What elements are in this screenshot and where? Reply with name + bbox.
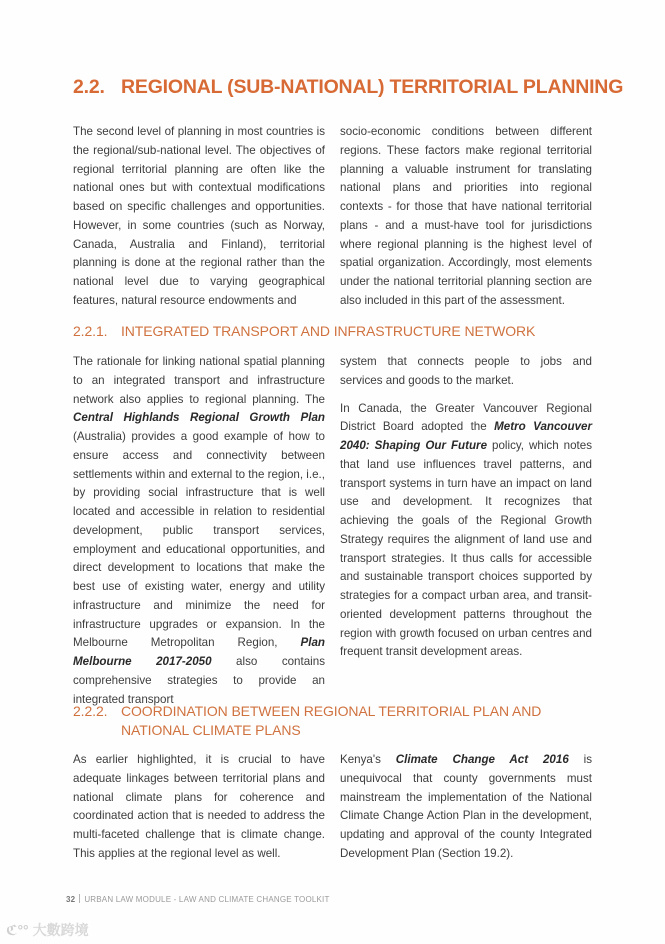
transport-right-column xyxy=(340,353,592,662)
text-run: (Australia) provides a good example of how to ensure access and connectivity between settlements within and external to the region, i.e., by providing social infrastructure that is well located and accessible in relation to residential development, public transport services, employment and educational opportunities, and direct development to locations that make the best use of existing water, energy and utility infrastructure and minimize the need for infrastructure upgrades or expansion. In the Melbourne Metropolitan Region, xyxy=(73,430,325,650)
plan-title-plan-melbourne: Plan Melbourne 2017-2050 xyxy=(73,636,325,668)
text-run: also contains comprehensive strategies to provide an integrated transport xyxy=(73,655,325,706)
watermark-logo-icon: ℭ°° xyxy=(6,922,29,938)
coordination-left-column xyxy=(73,751,325,864)
subsection-title: INTEGRATED TRANSPORT AND INFRASTRUCTURE NETWORK xyxy=(121,323,536,339)
text-run: is unequivocal that county governments must mainstream the implementation of the National Climate Change Action Plan in the development, updating and approval of the county Integrated Development Plan (Section 19.2). xyxy=(340,753,592,860)
watermark xyxy=(6,920,89,940)
paragraph: The second level of planning in most countries is the regional/sub-national level. The objectives of regional territorial planning are often like the national ones but with contextual modifications based on specific challenges and opportunities. However, in some countries (such as Norway, Canada, Australia and Finland), territorial planning is done at the regional rather than the national level due to varying geographical features, natural resource endowments and xyxy=(73,125,325,307)
subsection-title xyxy=(121,702,541,740)
paragraph: socio-economic conditions between different regions. These factors make regional territorial planning a valuable instrument for translating national plans and priorities into regional contexts - for those that have national territorial plans - and a must-have tool for jurisdictions where regional planning is the highest level of spatial organization. Accordingly, most elements under the national territorial planning section are also included in this part of the assessment. xyxy=(340,125,592,307)
subsection-number: 2.2.2. xyxy=(73,703,108,719)
page-footer xyxy=(66,894,330,904)
section-title: REGIONAL (SUB-NATIONAL) TERRITORIAL PLANNING xyxy=(121,76,624,98)
footer-divider xyxy=(79,894,80,903)
section-intro-right-column xyxy=(340,123,592,311)
page-number: 32 xyxy=(66,895,76,904)
coordination-right-column xyxy=(340,751,592,864)
title-line: COORDINATION BETWEEN REGIONAL TERRITORIAL PLAN AND xyxy=(121,703,542,719)
text-run: policy, which notes that land use influences travel patterns, and transport systems in turn have an impact on land use and development. It recognizes that achieving the goals of the Regional Growth Strategy requires the alignment of land use and transport strategies. It thus calls for accessible and sustainable transport choices supported by strategies for a compact urban area, and transit-oriented development patterns throughout the region with growth focused on urban centres and frequent transit development areas. xyxy=(340,439,592,659)
section-intro-left-column xyxy=(73,123,325,311)
section-number: 2.2. xyxy=(73,76,105,98)
paragraph: As earlier highlighted, it is crucial to have adequate linkages between territorial plans and national climate plans for coherence and coordinated action that is needed to address the multi-faceted challenge that is climate change. This applies at the regional level as well. xyxy=(73,753,325,860)
text-run: The rationale for linking national spatial planning to an integrated transport and infrastructure network also applies to regional planning. The xyxy=(73,355,325,406)
text-run: Kenya's xyxy=(340,753,396,766)
running-title: URBAN LAW MODULE - LAW AND CLIMATE CHANGE TOOLKIT xyxy=(84,895,330,904)
subsection-heading-coordination xyxy=(73,702,541,740)
section-heading xyxy=(73,76,623,99)
watermark-text: 大數跨境 xyxy=(32,922,89,938)
policy-title-metro-vancouver: Metro Vancouver 2040: Shaping Our Future xyxy=(340,420,592,452)
text-run: In Canada, the Greater Vancouver Regional District Board adopted the xyxy=(340,401,592,434)
subsection-number: 2.2.1. xyxy=(73,323,108,339)
paragraph xyxy=(340,751,592,864)
act-title-climate-change-act: Climate Change Act 2016 xyxy=(395,753,569,766)
paragraph: system that connects people to jobs and services and goods to the market. xyxy=(340,355,592,387)
paragraph xyxy=(73,353,325,709)
subsection-heading-transport xyxy=(73,322,535,341)
transport-left-column xyxy=(73,353,325,709)
title-line: NATIONAL CLIMATE PLANS xyxy=(121,722,301,738)
plan-title-central-highlands: Central Highlands Regional Growth Plan xyxy=(73,411,325,425)
paragraph xyxy=(340,400,592,663)
